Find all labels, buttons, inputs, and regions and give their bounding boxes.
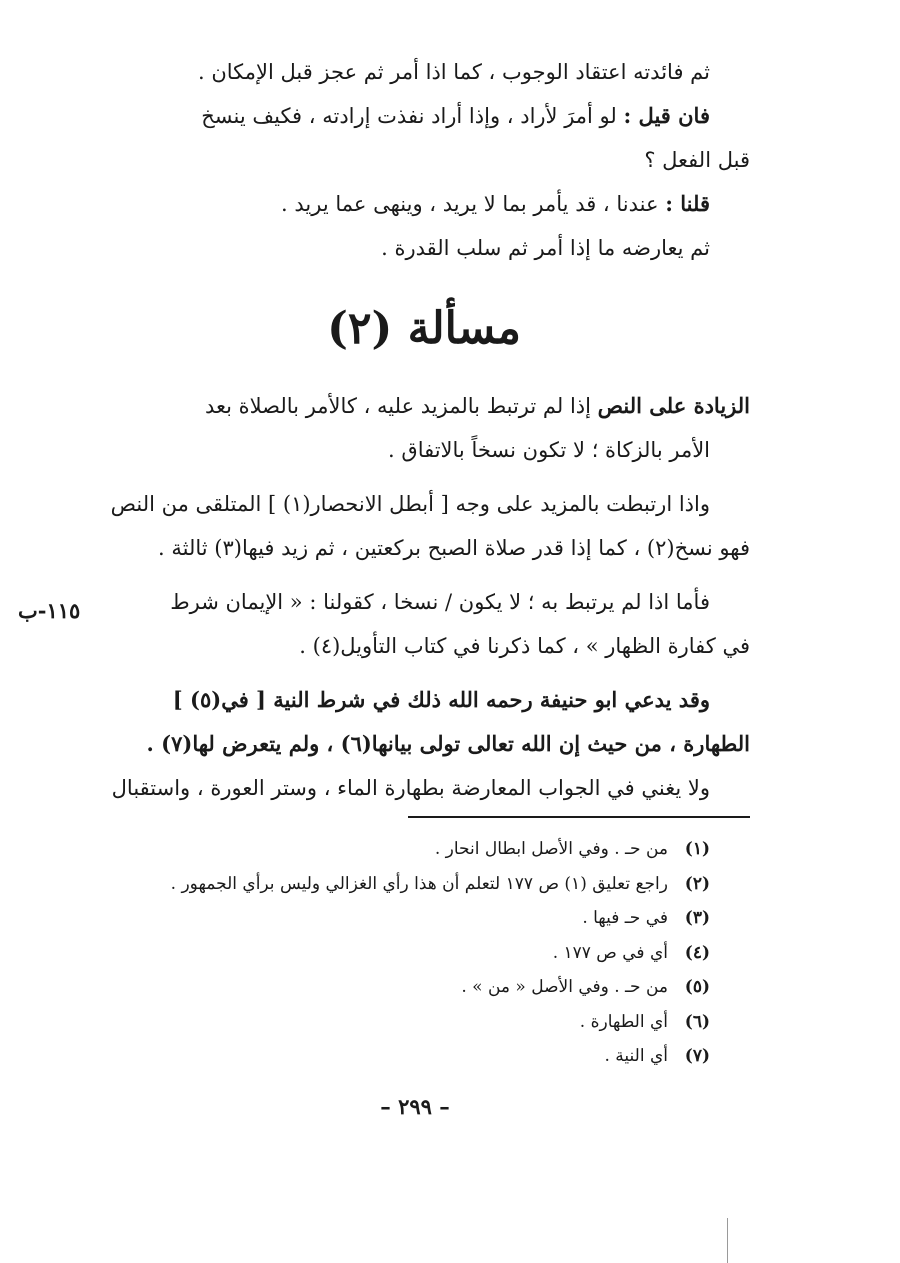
objection-lead: فان قيل : xyxy=(623,103,710,128)
para2-text: فهو نسخ(٢) ، كما إذا قدر صلاة الصبح بركعتين ، ثم زيد فيها(٣) ثالثة . xyxy=(158,536,750,560)
para4-text: الطهارة ، من حيث إن الله تعالى تولى بيانها(٦) ، ولم يتعرض لها(٧) . xyxy=(146,731,750,756)
body-line-5 xyxy=(98,226,750,270)
body-line-1 xyxy=(98,50,750,94)
para5-line-1 xyxy=(98,766,750,810)
para1-line-1 xyxy=(98,384,750,428)
para3-line-1 xyxy=(98,580,750,624)
body-line-3 xyxy=(98,138,750,182)
body-line-2 xyxy=(98,94,750,138)
para1-text: إذا لم ترتبط بالمزيد عليه ، كالأمر بالصلاة بعد xyxy=(204,394,598,418)
footnote-item xyxy=(98,1039,710,1074)
footnote-number: (١) xyxy=(684,839,710,859)
page-body xyxy=(98,50,750,810)
footnote-text: في حـ فيها . xyxy=(582,908,668,928)
footnote-number: (٢) xyxy=(684,873,710,894)
para3-line-2 xyxy=(98,624,750,668)
para5-text: ولا يغني في الجواب المعارضة بطهارة الماء ، وستر العورة ، واستقبال xyxy=(111,776,710,800)
footnote-item xyxy=(98,970,710,1005)
body-line-text: لو أمرَ لأراد ، وإذا أراد نفذت إرادته ، فكيف ينسخ xyxy=(201,104,624,128)
body-line-text: ثم فائدته اعتقاد الوجوب ، كما اذا أمر ثم عجز قبل الإمكان . xyxy=(197,60,710,84)
footnote-text: من حـ . وفي الأصل « من » . xyxy=(461,977,668,997)
footnote-item xyxy=(98,936,710,971)
footnote-number: (٦) xyxy=(684,1011,710,1032)
footnotes xyxy=(98,832,710,1074)
footnote-number: (٥) xyxy=(684,977,710,997)
scan-edge-mark xyxy=(727,1218,728,1263)
footnote-text: أي النية . xyxy=(604,1046,668,1066)
para3-text: في كفارة الظهار » ، كما ذكرنا في كتاب التأويل(٤) . xyxy=(299,634,750,658)
body-line-text: ثم يعارضه ما إذا أمر ثم سلب القدرة . xyxy=(381,236,710,260)
para4-line-2 xyxy=(98,722,750,766)
footnote-item xyxy=(98,867,710,902)
para2-line-1 xyxy=(98,482,750,526)
footnote-text: من حـ . وفي الأصل ابطال انحار . xyxy=(434,839,668,859)
footnote-text: أي الطهارة . xyxy=(579,1011,668,1032)
body-line-text: قبل الفعل ؟ xyxy=(644,148,750,172)
para4-line-1 xyxy=(98,678,750,722)
footnote-number: (٣) xyxy=(684,908,710,928)
footnote-number: (٤) xyxy=(684,942,710,963)
footnote-number: (٧) xyxy=(684,1046,710,1066)
footnote-text: أي في ص ١٧٧ . xyxy=(552,942,668,963)
para1-lead: الزيادة على النص xyxy=(597,393,750,418)
section-heading: مسألة (٢) xyxy=(327,303,521,354)
footnote-item xyxy=(98,832,710,867)
footnote-item xyxy=(98,901,710,936)
para2-line-2 xyxy=(98,526,750,570)
footnote-divider xyxy=(408,816,750,818)
para3-text: فأما اذا لم يرتبط به ؛ لا يكون / نسخا ، كقولنا : « الإيمان شرط xyxy=(170,590,710,614)
para1-line-2 xyxy=(98,428,750,472)
body-line-4 xyxy=(98,182,750,226)
folio-margin-note: ١١٥-ب xyxy=(18,598,81,623)
footnote-item xyxy=(98,1005,710,1040)
page-number: – ٢٩٩ – xyxy=(380,1094,450,1119)
footnote-text: راجع تعليق (١) ص ١٧٧ لتعلم أن هذا رأي الغزالي وليس برأي الجمهور . xyxy=(170,873,668,894)
para4-text: وقد يدعي ابو حنيفة رحمه الله ذلك في شرط النية [ في(٥) ] xyxy=(172,687,710,712)
para1-text: الأمر بالزكاة ؛ لا تكون نسخاً بالاتفاق . xyxy=(388,438,710,462)
reply-lead: قلنا : xyxy=(665,191,710,216)
body-line-text: عندنا ، قد يأمر بما لا يريد ، وينهى عما يريد . xyxy=(281,192,666,216)
para2-text: واذا ارتبطت بالمزيد على وجه [ أبطل الانحصار(١) ] المتلقى من النص xyxy=(110,492,710,516)
